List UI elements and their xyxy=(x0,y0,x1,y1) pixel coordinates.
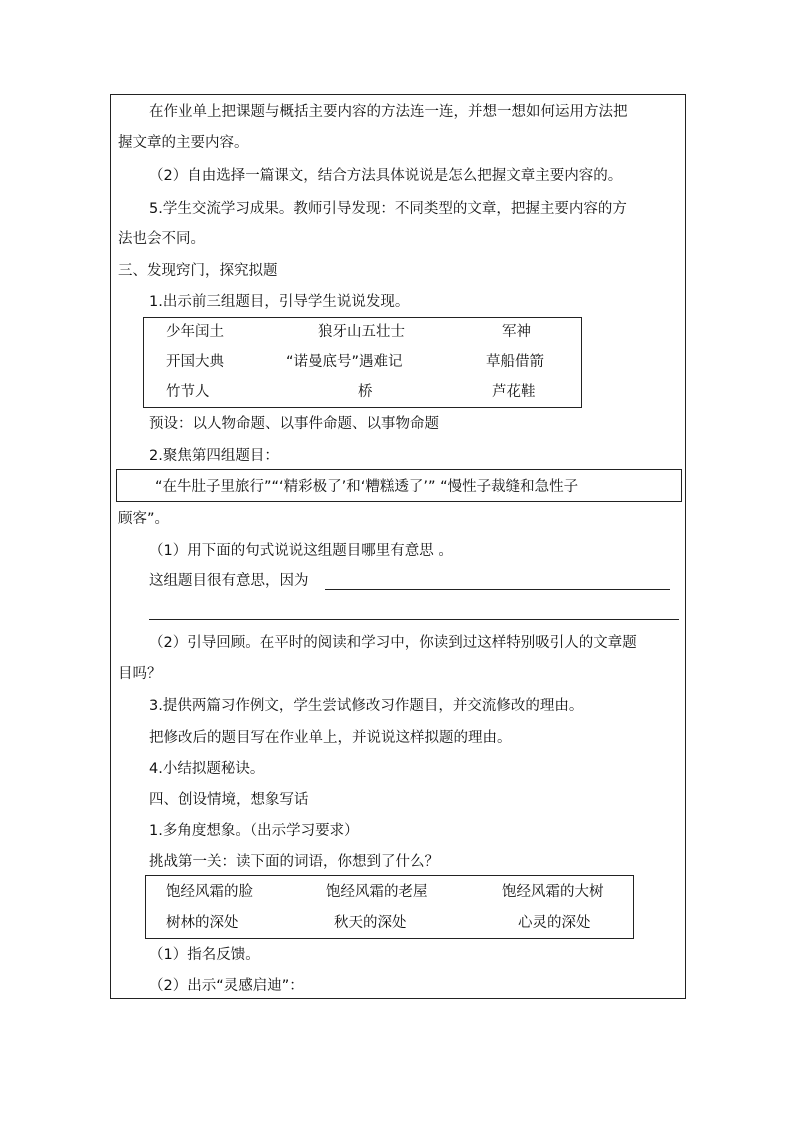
title-cell: 桥 xyxy=(358,384,373,400)
word-cell: 饱经风霜的老屋 xyxy=(326,884,428,900)
paragraph-show-titles: 1.出示前三组题目，引导学生说说发现。 xyxy=(149,294,410,310)
paragraph-feedback: （1）指名反馈。 xyxy=(149,947,260,963)
word-cell: 心灵的深处 xyxy=(518,915,591,931)
paragraph-review: （2）引导回顾。在平时的阅读和学习中，你读到过这样特别吸引人的文章题 xyxy=(149,635,637,651)
paragraph-share-results: 5.学生交流学习成果。教师引导发现：不同类型的文章，把握主要内容的方 xyxy=(149,201,627,217)
answer-blank-line xyxy=(325,589,670,590)
paragraph-summary: 4.小结拟题秘诀。 xyxy=(149,761,265,777)
title-cell: 狼牙山五壮士 xyxy=(318,324,405,340)
section-heading-3: 三、发现窍门，探究拟题 xyxy=(118,263,278,279)
answer-blank-line xyxy=(149,619,679,620)
word-cell: 树林的深处 xyxy=(166,915,239,931)
paragraph-sample-essays: 3.提供两篇习作例文，学生尝试修改习作题目，并交流修改的理由。 xyxy=(149,698,584,714)
paragraph-share-results-cont: 法也会不同。 xyxy=(118,231,205,247)
title-cell: 芦花鞋 xyxy=(492,384,536,400)
paragraph-write-titles: 把修改后的题目写在作业单上，并说说这样拟题的理由。 xyxy=(149,730,512,746)
paragraph-focus-group4: 2.聚焦第四组题目： xyxy=(149,448,279,464)
paragraph-sentence-pattern: （1）用下面的句式说说这组题目哪里有意思 。 xyxy=(149,543,453,559)
title-cell: 竹节人 xyxy=(166,384,210,400)
word-cell: 饱经风霜的大树 xyxy=(502,884,604,900)
title-cell: “诺曼底号”遇难记 xyxy=(286,354,403,370)
paragraph-connect-methods: 在作业单上把课题与概括主要内容的方法连一连，并想一想如何运用方法把 xyxy=(149,104,628,120)
section-heading-4: 四、创设情境，想象写话 xyxy=(149,792,309,808)
paragraph-inspiration: （2）出示“灵感启迪”： xyxy=(149,978,304,994)
title-cell: 草船借箭 xyxy=(486,354,544,370)
paragraph-preset: 预设：以人物命题、以事件命题、以事物命题 xyxy=(149,416,439,432)
paragraph-review-cont: 目吗？ xyxy=(118,666,162,682)
title-cell: 开国大典 xyxy=(166,354,224,370)
title-cell: 少年闰土 xyxy=(166,324,224,340)
paragraph-imagine: 1.多角度想象。（出示学习要求） xyxy=(149,823,359,839)
paragraph-because: 这组题目很有意思，因为 xyxy=(149,573,309,589)
word-cell: 秋天的深处 xyxy=(334,915,407,931)
group4-titles-cont: 顾客”。 xyxy=(118,511,170,527)
paragraph-choose-text: （2）自由选择一篇课文，结合方法具体说说是怎么把握文章主要内容的。 xyxy=(149,168,623,184)
paragraph-challenge-1: 挑战第一关：读下面的词语，你想到了什么？ xyxy=(149,854,439,870)
group4-titles: “在牛肚子里旅行”“‘精彩极了’和‘糟糕透了’” “慢性子裁缝和急性子 xyxy=(155,479,579,495)
word-cell: 饱经风霜的脸 xyxy=(166,884,253,900)
paragraph-connect-methods-cont: 握文章的主要内容。 xyxy=(118,135,249,151)
title-cell: 军神 xyxy=(502,324,531,340)
